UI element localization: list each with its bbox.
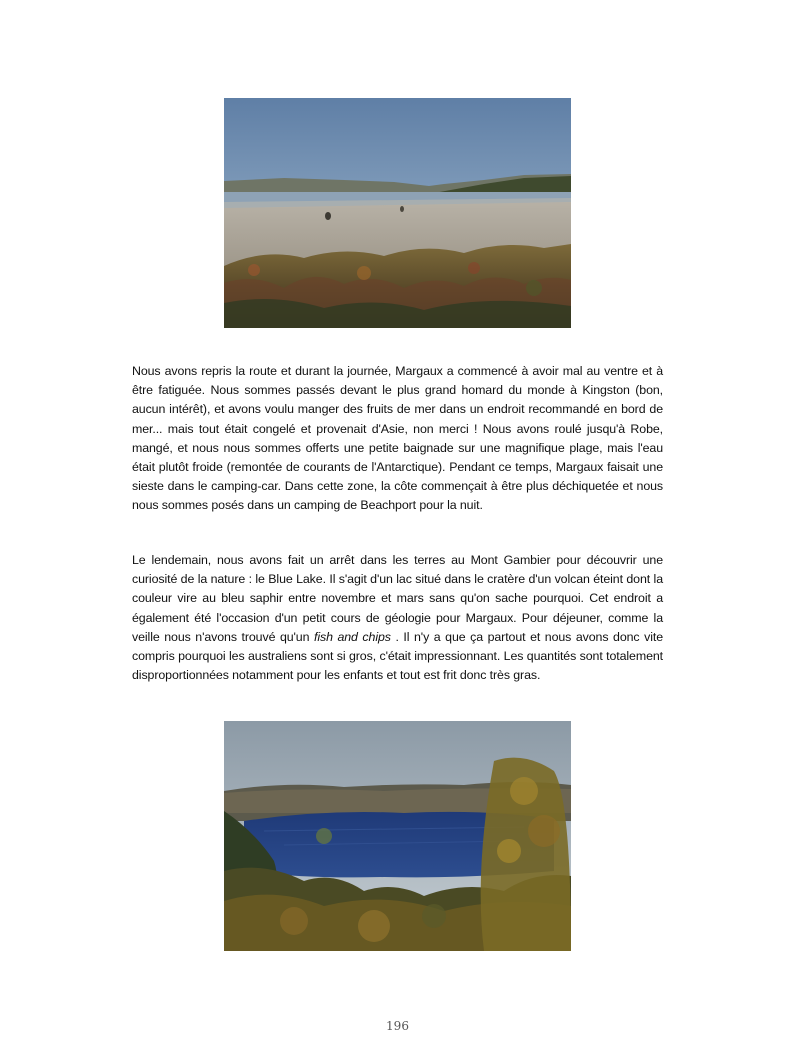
photo-blue-lake xyxy=(224,721,571,951)
paragraph-road-trip: Nous avons repris la route et durant la journée, Margaux a commencé à avoir mal au ventre et à être fatiguée. Nous sommes passés devant le plus grand homard du monde à Kingston (bon, aucun intérêt), et avons voulu manger des fruits de mer dans un endroit recommandé en bord de mer... mais tout était congelé et provenait d'Asie, non merci ! Nous avons roulé jusqu'à Robe, mangé, et nous nous sommes offerts une petite baignade sur une magnifique plage, mais l'eau était plutôt froide (remontée de courants de l'Antarctique). Pendant ce temps, Margaux faisait une sieste dans le camping-car. Dans cette zone, la côte commençait à être plus déchiquetée et nous nous sommes posés dans un camping de Beachport pour la nuit. xyxy=(132,364,663,513)
paragraph-blue-lake-text-before: Le lendemain, nous avons fait un arrêt dans les terres au Mont Gambier pour découvrir une curiosité de la nature : le Blue Lake. Il s'agit d'un lac situé dans le cratère d'un volcan éteint dont la couleur vire au bleu saphir entre novembre et mars sans qu'on sache pourquoi. Cet endroit a également été l'occasion d'un petit cours de géologie pour Margaux. Pour déjeuner, comme la veille nous n'avons trouvé qu'un xyxy=(132,553,663,644)
paragraph-blue-lake xyxy=(132,551,663,685)
paragraph-blue-lake-emphasis: fish and chips xyxy=(313,629,391,644)
paragraph-blue-lake-text-after: . Il n'y a que ça partout et nous avons donc vite compris pourquoi les australiens sont si gros, c'était impressionnant. Les quantités sont totalement disproportionnées notamment pour les enfants et tout est frit donc très gras. xyxy=(132,629,663,683)
page-number: 196 xyxy=(386,1019,409,1033)
photo-coastal-lagoon xyxy=(224,98,571,328)
